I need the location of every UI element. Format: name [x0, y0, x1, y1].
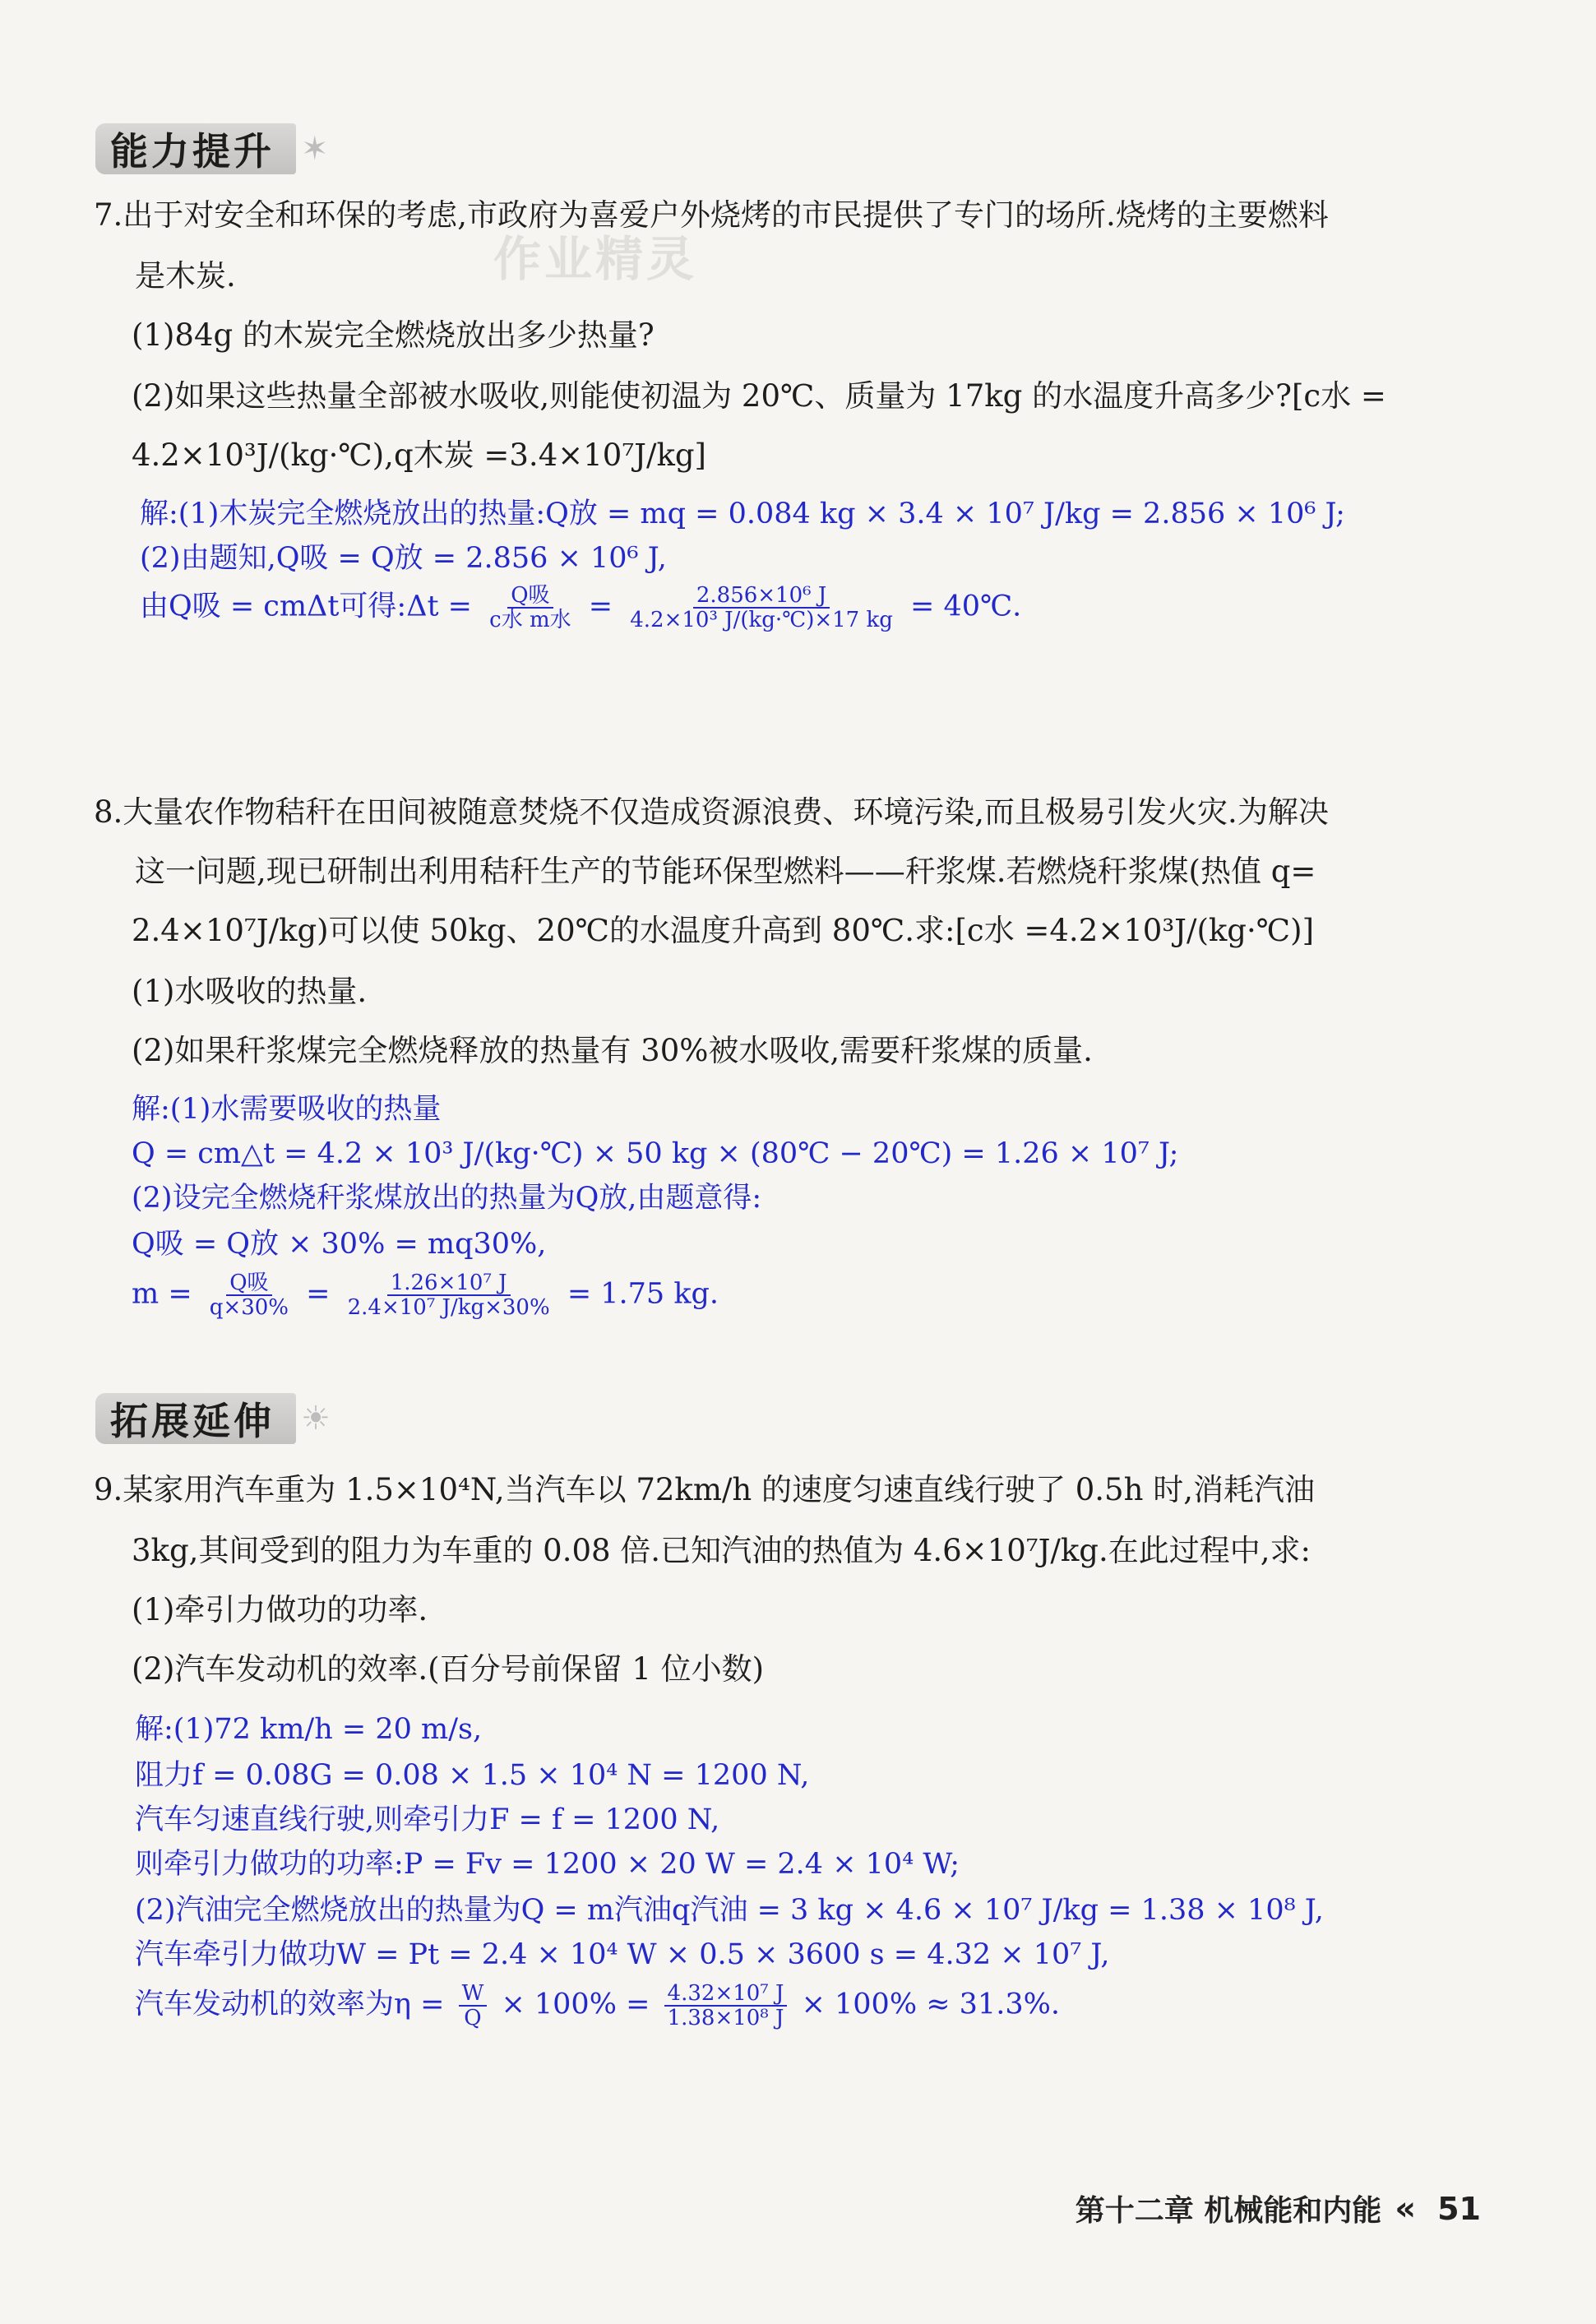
q9-line-1: 9.某家用汽车重为 1.5×10⁴N,当汽车以 72km/h 的速度匀速直线行驶了 0.5h 时,消耗汽油	[94, 1472, 1315, 1507]
q9-answer-1: 解:(1)72 km/h = 20 m/s,	[135, 1713, 483, 1746]
q8-fraction-1	[206, 1271, 292, 1319]
q8-answer-5: m = $\frac{\text{Q吸}}{q\times 30\%}$ = $\frac{\text{1.26×10⁷ J}}{\text{2.4×10⁷ J/kg×30\%}}$ = 1.75 kg.	[132, 1271, 719, 1320]
q7-fraction-1	[486, 584, 574, 632]
watermark: 作业精灵	[493, 231, 698, 287]
q9-answer-2: 阻力f = 0.08G = 0.08 × 1.5 × 10⁴ N = 1200 N,	[135, 1759, 810, 1792]
section-title-ability: 能力提升	[95, 123, 296, 174]
q8-fraction-2-num: 1.26×10⁷ J	[387, 1271, 511, 1296]
q9-fraction-2	[664, 1982, 788, 2030]
q9-part-2: (2)汽车发动机的效率.(百分号前保留 1 位小数)	[132, 1651, 765, 1687]
q9-fraction-2-den: 1.38×10⁸ J	[667, 2006, 784, 2030]
q8-fraction-1-num: Q吸	[226, 1271, 271, 1296]
q7-part-2-cont: 4.2×10³J/(kg·℃),q木炭 =3.4×10⁷J/kg]	[132, 437, 706, 473]
q7-answer-3: 由Q吸 = cmΔt可得:Δt = $\frac{\text{Q吸}}{\text{c水 m水}}$ = $\frac{\text{2.856×10⁶ J}}{\text{4.2×10³ J/(kg·℃)×17 kg}}$ = 40℃.	[140, 583, 1022, 632]
q8-fraction-1-den: q×30%	[209, 1295, 289, 1320]
q9-answer-4: 则牵引力做功的功率:P = Fv = 1200 × 20 W = 2.4 × 10⁴ W;	[135, 1848, 960, 1881]
q8-line-1: 8.大量农作物秸秆在田间被随意焚烧不仅造成资源浪费、环境污染,而且极易引发火灾.为解决	[94, 794, 1329, 830]
q7-line-1: 7.出于对安全和环保的考虑,市政府为喜爱户外烧烤的市民提供了专门的场所.烧烤的主要燃料	[94, 197, 1329, 233]
q7-answer-3-prefix: 由Q吸 = cmΔt可得:Δt =	[140, 590, 472, 623]
page-number: 51	[1437, 2190, 1481, 2227]
star-burst-icon: ✶	[301, 130, 329, 168]
page-footer	[1076, 2187, 1481, 2229]
q7-fraction-2	[627, 584, 896, 632]
double-chevron-icon: «	[1395, 2189, 1417, 2228]
q8-answer-2: Q = cm△t = 4.2 × 10³ J/(kg·℃) × 50 kg × (80℃ − 20℃) = 1.26 × 10⁷ J;	[132, 1137, 1179, 1170]
q9-fraction-1-num: W	[459, 1982, 488, 2007]
q7-fraction-2-den: 4.2×10³ J/(kg·℃)×17 kg	[630, 608, 893, 632]
q9-answer-6: 汽车牵引力做功W = Pt = 2.4 × 10⁴ W × 0.5 × 3600 s = 4.32 × 10⁷ J,	[135, 1938, 1110, 1971]
q9-fraction-2-num: 4.32×10⁷ J	[664, 1982, 788, 2007]
section-title-extension: 拓展延伸	[95, 1393, 296, 1444]
section-badge-extension	[95, 1391, 331, 1446]
q7-answer-2: (2)由题知,Q吸 = Q放 = 2.856 × 10⁶ J,	[140, 542, 667, 575]
q8-line-2: 这一问题,现已研制出利用秸秆生产的节能环保型燃料——秆浆煤.若燃烧秆浆煤(热值 q=	[135, 854, 1316, 889]
q7-answer-3-result: = 40℃.	[910, 590, 1022, 623]
q9-answer-7-prefix: 汽车发动机的效率为η =	[135, 1988, 445, 2021]
q7-fraction-1-den: c水 m水	[489, 608, 571, 632]
q8-part-2: (2)如果秆浆煤完全燃烧释放的热量有 30%被水吸收,需要秆浆煤的质量.	[132, 1033, 1093, 1068]
q9-answer-7-mid: × 100% =	[501, 1988, 650, 2021]
q7-fraction-1-num: Q吸	[507, 584, 553, 609]
q8-answer-3: (2)设完全燃烧秆浆煤放出的热量为Q放,由题意得:	[132, 1182, 762, 1215]
q7-answer-1: 解:(1)木炭完全燃烧放出的热量:Q放 = mq = 0.084 kg × 3.4 × 10⁷ J/kg = 2.856 × 10⁶ J;	[140, 498, 1345, 530]
q8-answer-5-prefix: m =	[132, 1277, 192, 1311]
q7-part-1: (1)84g 的木炭完全燃烧放出多少热量?	[132, 317, 655, 353]
lightbulb-icon: ☀	[301, 1400, 331, 1437]
chapter-title: 第十二章 机械能和内能	[1075, 2194, 1382, 2228]
q8-answer-5-result: = 1.75 kg.	[567, 1277, 719, 1311]
q9-answer-3: 汽车匀速直线行驶,则牵引力F = f = 1200 N,	[135, 1803, 720, 1836]
q8-answer-1: 解:(1)水需要吸收的热量	[132, 1093, 442, 1126]
q9-fraction-1-den: Q	[464, 2006, 482, 2030]
q9-line-2: 3kg,其间受到的阻力为车重的 0.08 倍.已知汽油的热值为 4.6×10⁷J/kg.在此过程中,求:	[132, 1533, 1311, 1568]
q8-fraction-2-den: 2.4×10⁷ J/kg×30%	[347, 1295, 550, 1320]
q7-line-2: 是木炭.	[135, 258, 236, 294]
section-badge-ability	[95, 122, 329, 176]
q9-part-1: (1)牵引力做功的功率.	[132, 1592, 428, 1627]
q8-part-1: (1)水吸收的热量.	[132, 974, 368, 1009]
q8-line-3: 2.4×10⁷J/kg)可以使 50kg、20℃的水温度升高到 80℃.求:[c水 =4.2×10³J/(kg·℃)]	[132, 913, 1315, 948]
q9-answer-7	[135, 1982, 1060, 2030]
q8-answer-4: Q吸 = Q放 × 30% = mq30%,	[132, 1228, 547, 1261]
q9-fraction-1	[459, 1982, 488, 2030]
q9-answer-5: (2)汽油完全燃烧放出的热量为Q = m汽油q汽油 = 3 kg × 4.6 × 10⁷ J/kg = 1.38 × 10⁸ J,	[135, 1894, 1324, 1927]
q7-part-2: (2)如果这些热量全部被水吸收,则能使初温为 20℃、质量为 17kg 的水温度升高多少?[c水 =	[132, 378, 1386, 414]
q9-answer-7-result: × 100% ≈ 31.3%.	[801, 1988, 1060, 2021]
q8-fraction-2	[345, 1271, 553, 1319]
q7-fraction-2-num: 2.856×10⁶ J	[693, 584, 830, 609]
